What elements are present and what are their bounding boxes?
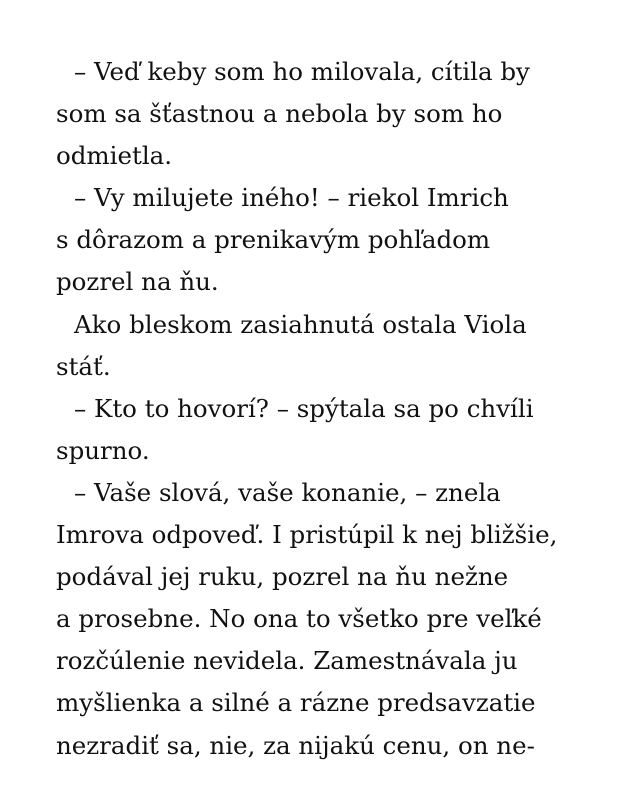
text-line: Imrova odpoveď. I pristúpil k nej bližšie, <box>56 520 558 550</box>
text-line: stáť. <box>56 351 111 381</box>
text-line: – Kto to hovorí? – spýtala sa po chvíli <box>74 393 534 423</box>
text-line: nezradiť sa, nie, za nijakú cenu, on ne- <box>56 730 535 760</box>
text-line: s dôrazom a prenikavým pohľadom <box>56 225 491 255</box>
text-line: myšlienka a silné a rázne predsavzatie <box>56 688 536 718</box>
text-line: a prosebne. No ona to všetko pre veľké <box>56 604 542 634</box>
text-line: spurno. <box>56 435 150 465</box>
text-line: – Vaše slová, vaše konanie, – znela <box>74 477 501 507</box>
text-line: pozrel na ňu. <box>56 267 219 297</box>
text-line: som sa šťastnou a nebola by som ho <box>56 99 503 129</box>
text-line: odmietla. <box>56 141 173 171</box>
text-line: – Vy milujete iného! – riekol Imrich <box>74 183 509 213</box>
text-line: podával jej ruku, pozrel na ňu nežne <box>56 562 509 592</box>
text-line: – Veď keby som ho milovala, cítila by <box>74 57 530 86</box>
text-line: rozčúlenie nevidela. Zamestnávala ju <box>56 646 518 676</box>
page-text <box>56 51 616 767</box>
text-line: Ako bleskom zasiahnutá ostala Viola <box>74 309 527 339</box>
